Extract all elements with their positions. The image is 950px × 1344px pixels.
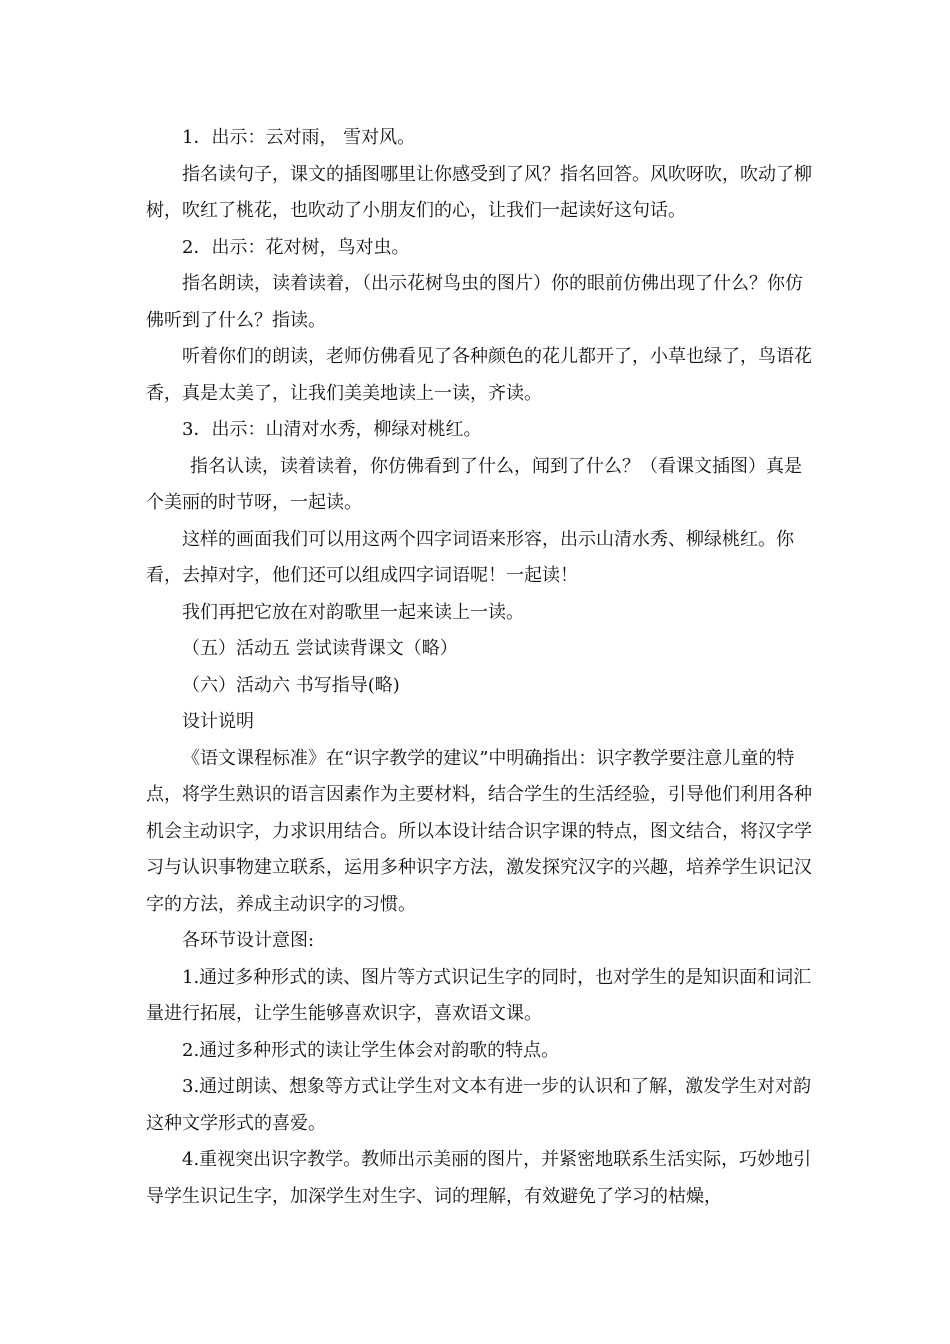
design-notes-paragraph: 《语文课程标准》在“识字教学的建议”中明确指出：识字教学要注意儿童的特点，将学生熟识的语言因素作为主要材料，结合学生的生活经验，引导他们利用各种机会主动识字，力求识用结合。所以本设计结合识字课的特点，图文结合，将汉字学习与认识事物建立联系，运用多种识字方法，激发探究汉字的兴趣，培养学生识记汉字的方法，养成主动识字的习惯。 [146, 747, 812, 915]
activity-6-heading: （六）活动六 书写指导(略) [182, 674, 400, 696]
document-body [146, 120, 816, 1215]
design-intent-item-3: 3.通过朗读、想象等方式让学生对文本有进一步的认识和了解，激发学生对对韵这种文学形式的喜爱。 [146, 1076, 812, 1134]
paragraph-9: 我们再把它放在对韵歌里一起来读上一读。 [182, 601, 524, 623]
design-intent-item-2: 2.通过多种形式的读让学生体会对韵歌的特点。 [182, 1039, 560, 1061]
paragraph-3: 2．出示：花对树，鸟对虫。 [182, 236, 410, 258]
paragraph-4: 指名朗读，读着读着，（出示花树鸟虫的图片）你的眼前仿佛出现了什么？你仿佛听到了什么？指读。 [146, 273, 803, 331]
design-intent-heading: 各环节设计意图: [182, 930, 315, 951]
design-intent-item-1: 1.通过多种形式的读、图片等方式识记生字的同时，也对学生的是知识面和词汇量进行拓展，让学生能够喜欢识字，喜欢语文课。 [146, 966, 812, 1024]
paragraph-6: 3．出示：山清对水秀，柳绿对桃红。 [182, 419, 482, 440]
paragraph-1: 1．出示：云对雨， 雪对风。 [182, 127, 416, 148]
paragraph-5: 听着你们的朗读，老师仿佛看见了各种颜色的花儿都开了，小草也绿了，鸟语花香，真是太美了，让我们美美地读上一读，齐读。 [146, 346, 812, 404]
activity-5-heading: （五）活动五 尝试读背课文（略） [182, 638, 458, 659]
paragraph-8: 这样的画面我们可以用这两个四字词语来形容，出示山清水秀、柳绿桃红。你看，去掉对字，他们还可以组成四字词语呢！一起读！ [146, 528, 794, 586]
design-intent-item-4: 4.重视突出识字教学。教师出示美丽的图片，并紧密地联系生活实际，巧妙地引导学生识记生字，加深学生对生字、词的理解，有效避免了学习的枯燥， [146, 1149, 812, 1207]
paragraph-2: 指名读句子，课文的插图哪里让你感受到了风？指名回答。风吹呀吹，吹动了柳树，吹红了桃花，也吹动了小朋友们的心，让我们一起读好这句话。 [146, 163, 812, 221]
design-notes-heading: 设计说明 [182, 711, 254, 732]
paragraph-7: 指名认读，读着读着，你仿佛看到了什么，闻到了什么？（看课文插图）真是个美丽的时节呀，一起读。 [146, 455, 802, 513]
